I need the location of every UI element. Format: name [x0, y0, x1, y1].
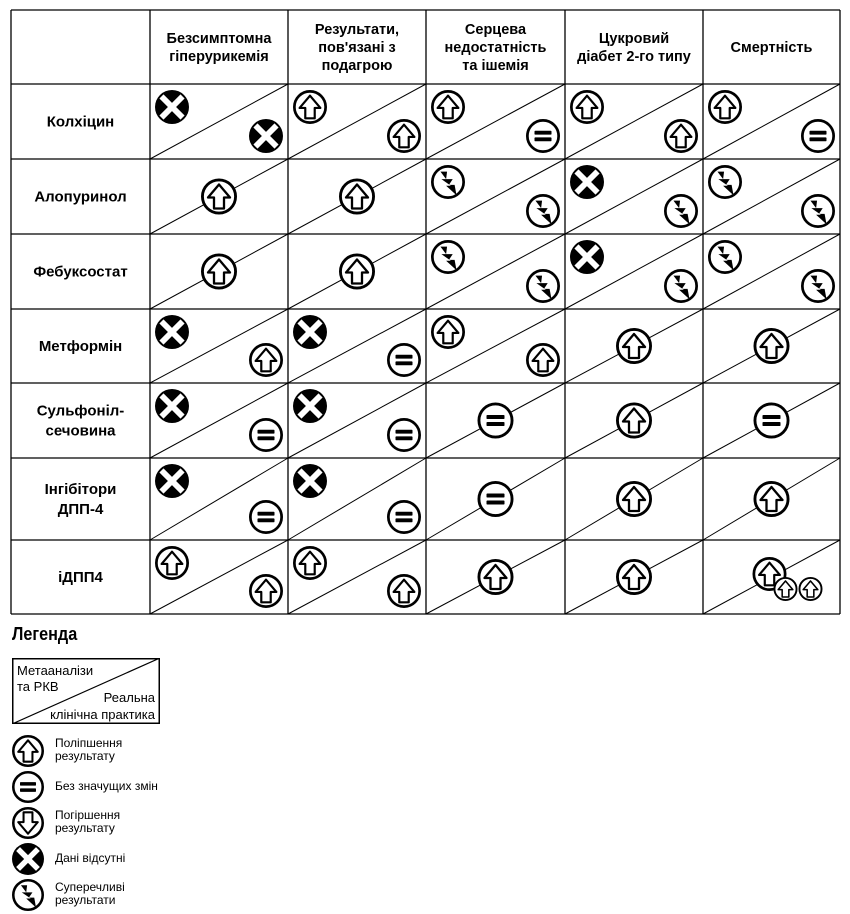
no-data-cross-icon [570, 240, 604, 274]
column-header: Результати, [314, 22, 400, 38]
no-change-equals-icon [388, 344, 419, 375]
legend-item [10, 842, 210, 878]
matrix-cell [150, 309, 288, 383]
matrix-cell [565, 540, 703, 614]
no-change-equals-icon [527, 120, 558, 151]
legend-item [10, 878, 210, 914]
matrix-cell [288, 309, 426, 383]
conflicting-lightning-icon [665, 270, 696, 301]
improvement-arrow-icon [202, 255, 235, 288]
no-data-cross-icon [293, 389, 327, 423]
matrix-cell [565, 234, 703, 309]
no-data-cross-icon [570, 165, 604, 199]
improvement-arrow-icon [202, 180, 235, 213]
matrix-cell [288, 383, 426, 458]
matrix-cell [150, 159, 288, 234]
matrix-cell [426, 309, 565, 383]
matrix-cell [565, 159, 703, 234]
no-change-equals-icon [388, 501, 419, 532]
legend-item-label: Погіршення результату [55, 808, 121, 835]
matrix-cell [703, 84, 840, 159]
improvement-arrow-icon [250, 344, 281, 375]
legend-items [10, 734, 210, 914]
matrix-cell [426, 458, 565, 540]
no-data-cross-icon [12, 843, 44, 875]
row-label: Алопуринол [34, 188, 127, 206]
no-data-cross-icon [293, 464, 327, 498]
no-data-cross-icon [155, 389, 189, 423]
matrix-cell [565, 84, 703, 159]
no-change-equals-icon [388, 419, 419, 450]
improvement-arrow-icon [340, 255, 373, 288]
no-change-equals-icon [13, 772, 42, 801]
improvement-arrow-icon [13, 736, 42, 765]
improvement-arrow-icon [665, 120, 696, 151]
column-header: Безсимптомна [166, 31, 272, 47]
no-change-equals-icon [755, 404, 788, 437]
matrix-cell [565, 309, 703, 383]
legend-item [10, 806, 210, 842]
legend-key-rwe-label: клінічна практика [50, 707, 155, 722]
no-data-cross-icon [249, 119, 283, 153]
matrix-cell [703, 458, 840, 540]
row-label: Метформін [38, 338, 123, 355]
matrix-cell [426, 159, 565, 234]
column-header: Цукровий [598, 31, 670, 47]
matrix-cell [288, 540, 426, 614]
no-change-equals-icon [250, 501, 281, 532]
conflicting-lightning-icon [709, 166, 740, 197]
improvement-arrow-icon [774, 578, 796, 600]
matrix-cell [703, 159, 840, 234]
legend-item-label: Дані відсутні [55, 851, 126, 865]
improvement-arrow-icon [617, 560, 650, 593]
matrix-cell [426, 234, 565, 309]
legend-item-label: Поліпшення результату [55, 736, 123, 763]
matrix-cell [426, 383, 565, 458]
matrix-cell [150, 84, 288, 159]
column-header: подагрою [321, 58, 393, 74]
conflicting-lightning-icon [527, 270, 558, 301]
no-data-cross-icon [155, 315, 189, 349]
column-header: гіперурикемія [169, 49, 269, 65]
worsening-arrow-icon [13, 808, 42, 837]
matrix-cell [703, 383, 840, 458]
row-label: Колхіцин [46, 113, 115, 131]
no-change-equals-icon [479, 404, 512, 437]
conflicting-lightning-icon [527, 195, 558, 226]
conflicting-lightning-icon [432, 166, 463, 197]
matrix-cell [150, 540, 288, 614]
row-label: Сульфоніл- [36, 402, 125, 420]
improvement-arrow-icon [617, 404, 650, 437]
improvement-arrow-icon [432, 91, 463, 122]
no-change-equals-icon [250, 419, 281, 450]
matrix-cell [150, 458, 288, 540]
legend-item [10, 734, 210, 770]
improvement-arrow-icon [617, 482, 650, 515]
row-label: ДПП-4 [57, 501, 104, 518]
column-header: пов'язані з [318, 40, 396, 56]
legend-key-box [12, 658, 160, 724]
matrix-cell [703, 540, 840, 614]
improvement-arrow-icon [294, 547, 325, 578]
column-header: діабет 2-го типу [577, 49, 691, 65]
improvement-arrow-icon [755, 329, 788, 362]
no-change-equals-icon [479, 482, 512, 515]
column-header: Смертність [730, 40, 813, 56]
matrix-cell [288, 84, 426, 159]
improvement-arrow-icon [617, 329, 650, 362]
improvement-arrow-icon [709, 91, 740, 122]
legend-title: Легенда [12, 624, 78, 644]
matrix-cell [426, 540, 565, 614]
row-label: Фебуксостат [33, 263, 128, 281]
improvement-arrow-icon [571, 91, 602, 122]
improvement-arrow-icon [799, 578, 821, 600]
conflicting-lightning-icon [802, 270, 833, 301]
legend-item-label: Суперечливі результати [55, 880, 125, 907]
legend-key-rwe-label: Реальна [103, 690, 155, 705]
improvement-arrow-icon [156, 547, 187, 578]
matrix-cell [426, 84, 565, 159]
improvement-arrow-icon [250, 575, 281, 606]
improvement-arrow-icon [432, 316, 463, 347]
conflicting-lightning-icon [13, 880, 42, 909]
row-label: іДПП4 [58, 569, 103, 586]
matrix-cell [565, 383, 703, 458]
improvement-arrow-icon [294, 91, 325, 122]
row-label: сечовина [45, 422, 116, 440]
conflicting-lightning-icon [432, 241, 463, 272]
conflicting-lightning-icon [802, 195, 833, 226]
conflicting-lightning-icon [709, 241, 740, 272]
matrix-cell [288, 159, 426, 234]
legend-item-label: Без значущих змін [55, 779, 158, 793]
legend-key-meta-label: та РКВ [17, 679, 59, 694]
no-data-cross-icon [155, 464, 189, 498]
matrix-cell [150, 234, 288, 309]
column-header: Серцева [464, 22, 527, 38]
improvement-arrow-icon [527, 344, 558, 375]
matrix-cell [703, 234, 840, 309]
row-label: Інгібітори [44, 481, 117, 498]
improvement-arrow-icon [388, 120, 419, 151]
improvement-arrow-icon [340, 180, 373, 213]
improvement-arrow-icon [388, 575, 419, 606]
matrix-cell [150, 383, 288, 458]
matrix-cell [565, 458, 703, 540]
no-data-cross-icon [155, 90, 189, 124]
legend-key-meta-label: Метааналізи [17, 663, 94, 678]
legend-item [10, 770, 210, 806]
improvement-arrow-icon [479, 560, 512, 593]
matrix-cell [703, 309, 840, 383]
conflicting-lightning-icon [665, 195, 696, 226]
column-header: недостатність [444, 40, 547, 56]
column-header: та ішемія [462, 58, 529, 74]
no-change-equals-icon [802, 120, 833, 151]
no-data-cross-icon [293, 315, 327, 349]
matrix-cell [288, 458, 426, 540]
matrix-cell [288, 234, 426, 309]
improvement-arrow-icon [755, 482, 788, 515]
